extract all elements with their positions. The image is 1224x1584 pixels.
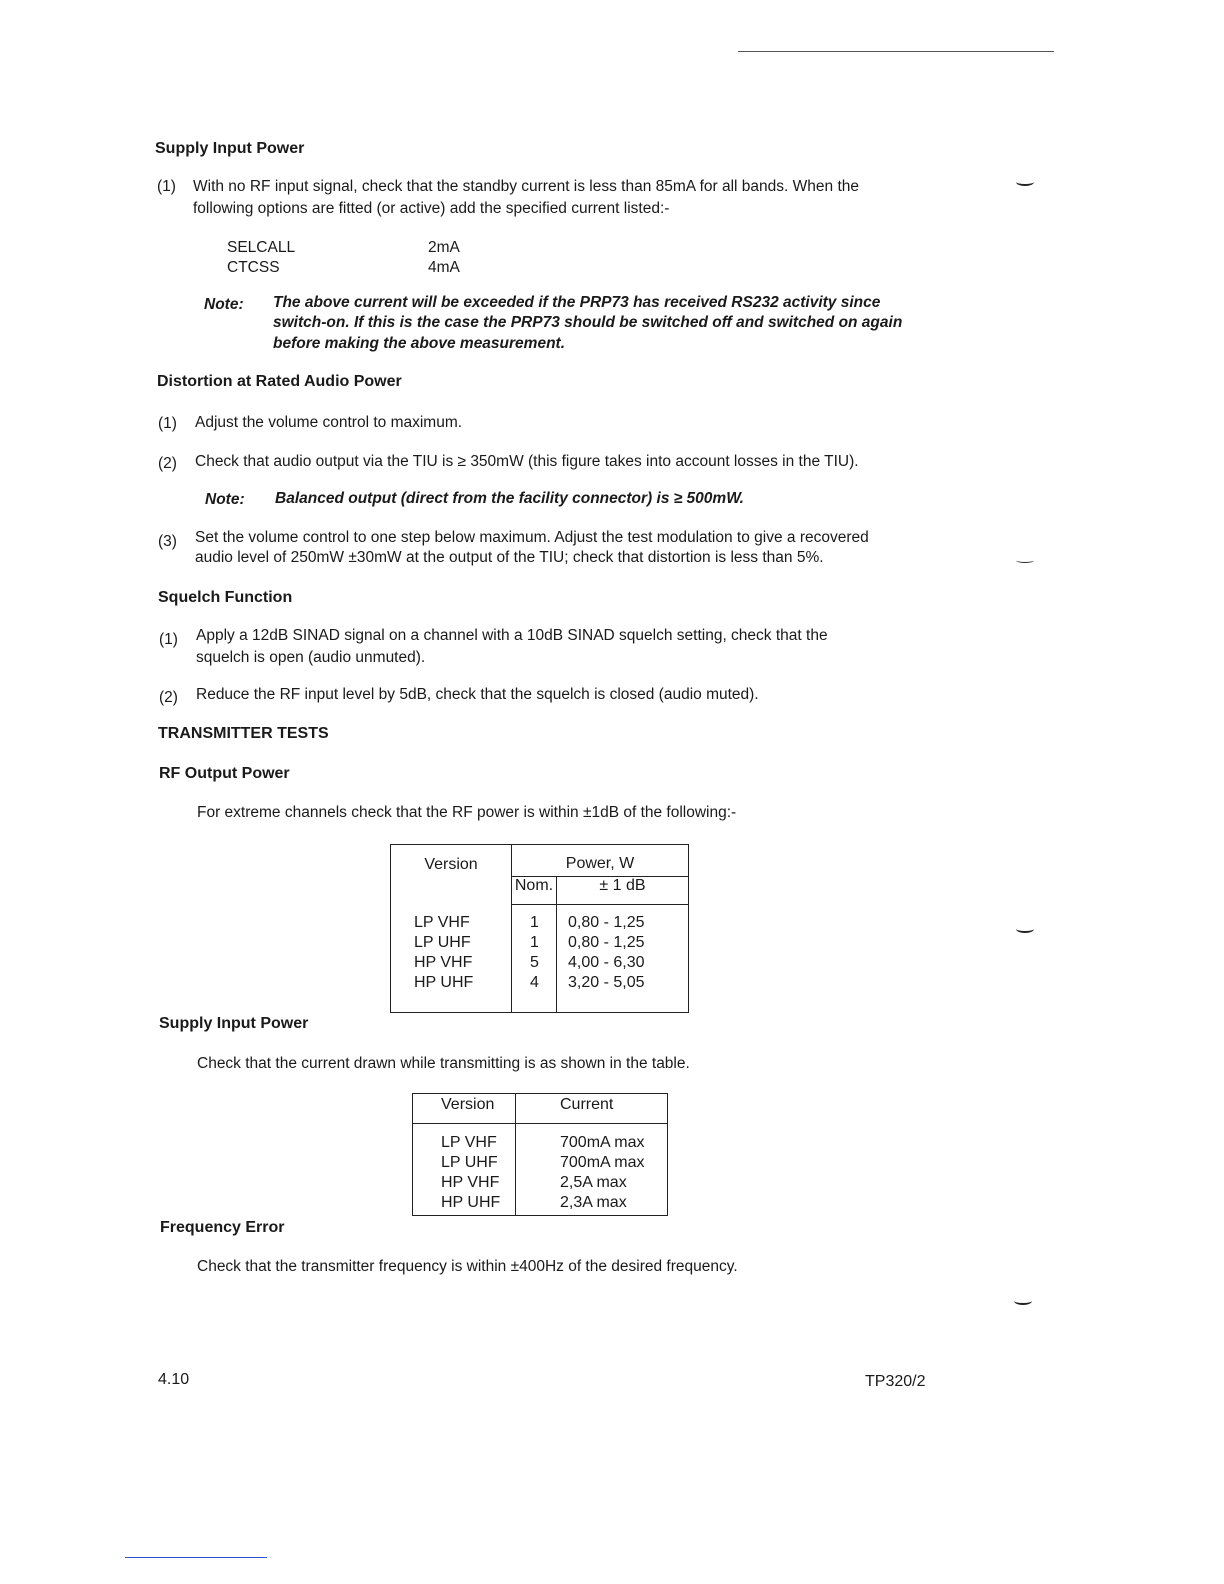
option-value: 2mA: [428, 239, 460, 256]
section-title-distortion: Distortion at Rated Audio Power: [157, 373, 402, 390]
table-header-version: Version: [391, 845, 512, 905]
item-number: (2): [159, 689, 178, 706]
table-cell: 4,00 - 6,30: [568, 954, 645, 971]
table-cell: 700mA max: [560, 1134, 645, 1151]
paragraph-line: Reduce the RF input level by 5dB, check that the squelch is closed (audio muted).: [196, 686, 759, 703]
paragraph-line: following options are fitted (or active) add the specified current listed:-: [193, 200, 670, 217]
table-cell-versions: [413, 1124, 516, 1216]
section-title-squelch: Squelch Function: [158, 589, 293, 606]
table-cell: 1: [530, 934, 539, 951]
table-cell: 3,20 - 5,05: [568, 974, 645, 991]
table-header-nom: Nom.: [512, 877, 557, 905]
table-header-current: Current: [516, 1094, 668, 1124]
table-header-version: Version: [413, 1094, 516, 1124]
table-cell-ranges: [557, 905, 689, 1013]
table-cell: HP UHF: [441, 1194, 501, 1211]
table-cell: HP UHF: [414, 973, 474, 991]
table-cell: LP VHF: [414, 913, 470, 931]
table-cell: 1: [530, 914, 539, 931]
section-title-frequency-error: Frequency Error: [160, 1219, 285, 1236]
table-cell: LP UHF: [414, 933, 471, 951]
paragraph-line: squelch is open (audio unmuted).: [196, 649, 426, 666]
margin-mark: [1016, 558, 1034, 563]
table-cell-currents: [516, 1124, 668, 1216]
paragraph-line: Set the volume control to one step below maximum. Adjust the test modulation to give a recovered: [195, 529, 869, 546]
rf-power-table: [390, 844, 689, 1013]
paragraph-line: Apply a 12dB SINAD signal on a channel with a 10dB SINAD squelch setting, check that the: [196, 627, 828, 644]
table-cell: LP VHF: [441, 1134, 497, 1151]
note-line: switch-on. If this is the case the PRP73 should be switched off and switched on again: [273, 314, 903, 331]
bottom-rule: [125, 1557, 267, 1558]
note-line: before making the above measurement.: [273, 335, 566, 352]
paragraph-line: For extreme channels check that the RF power is within ±1dB of the following:-: [197, 804, 737, 821]
table-cell: LP UHF: [441, 1154, 498, 1171]
section-title-transmitter-tests: TRANSMITTER TESTS: [158, 725, 329, 742]
table-cell: 0,80 - 1,25: [568, 934, 645, 951]
paragraph-line: Adjust the volume control to maximum.: [195, 414, 463, 431]
table-cell: 2,3A max: [560, 1194, 627, 1211]
table-header-tolerance: ± 1 dB: [557, 877, 689, 905]
document-reference: TP320/2: [865, 1373, 926, 1390]
paragraph-line: audio level of 250mW ±30mW at the output of the TIU; check that distortion is less than 5%.: [195, 549, 824, 566]
item-number: (1): [157, 178, 176, 195]
note-line: Balanced output (direct from the facility connector) is ≥ 500mW.: [275, 490, 744, 507]
table-cell: HP VHF: [414, 953, 473, 971]
item-number: (1): [158, 415, 177, 432]
section-title-supply-input-power-tx: Supply Input Power: [159, 1015, 309, 1032]
table-cell-nominals: [512, 905, 557, 1013]
option-value: 4mA: [428, 259, 460, 276]
option-name: CTCSS: [227, 259, 280, 276]
table-cell: 2,5A max: [560, 1174, 627, 1191]
table-cell: 4: [530, 974, 539, 991]
note-label: Note:: [204, 296, 244, 313]
margin-mark: [1016, 925, 1034, 933]
table-cell: HP VHF: [441, 1174, 500, 1191]
table-cell-versions: [391, 905, 512, 1013]
note-label: Note:: [205, 491, 245, 508]
paragraph-line: Check that the transmitter frequency is within ±400Hz of the desired frequency.: [197, 1258, 738, 1275]
page-number: 4.10: [158, 1371, 190, 1388]
section-title-rf-output-power: RF Output Power: [159, 765, 290, 782]
current-table: [412, 1093, 668, 1216]
paragraph-line: Check that the current drawn while transmitting is as shown in the table.: [197, 1055, 690, 1072]
table-cell: 700mA max: [560, 1154, 645, 1171]
note-line: The above current will be exceeded if the PRP73 has received RS232 activity since: [273, 294, 881, 311]
item-number: (2): [158, 455, 177, 472]
paragraph-line: With no RF input signal, check that the standby current is less than 85mA for all bands. When the: [193, 178, 859, 195]
option-name: SELCALL: [227, 239, 296, 256]
margin-mark: [1014, 1297, 1032, 1305]
table-cell: 5: [530, 954, 539, 971]
paragraph-line: Check that audio output via the TIU is ≥ 350mW (this figure takes into account losses in the TIU).: [195, 453, 859, 470]
top-rule: [738, 51, 1054, 52]
margin-mark: [1016, 178, 1034, 186]
table-cell: 0,80 - 1,25: [568, 914, 645, 931]
item-number: (3): [158, 533, 177, 550]
section-title-supply-input-power: Supply Input Power: [155, 140, 305, 157]
table-header-power: Power, W: [512, 845, 689, 877]
item-number: (1): [159, 631, 178, 648]
